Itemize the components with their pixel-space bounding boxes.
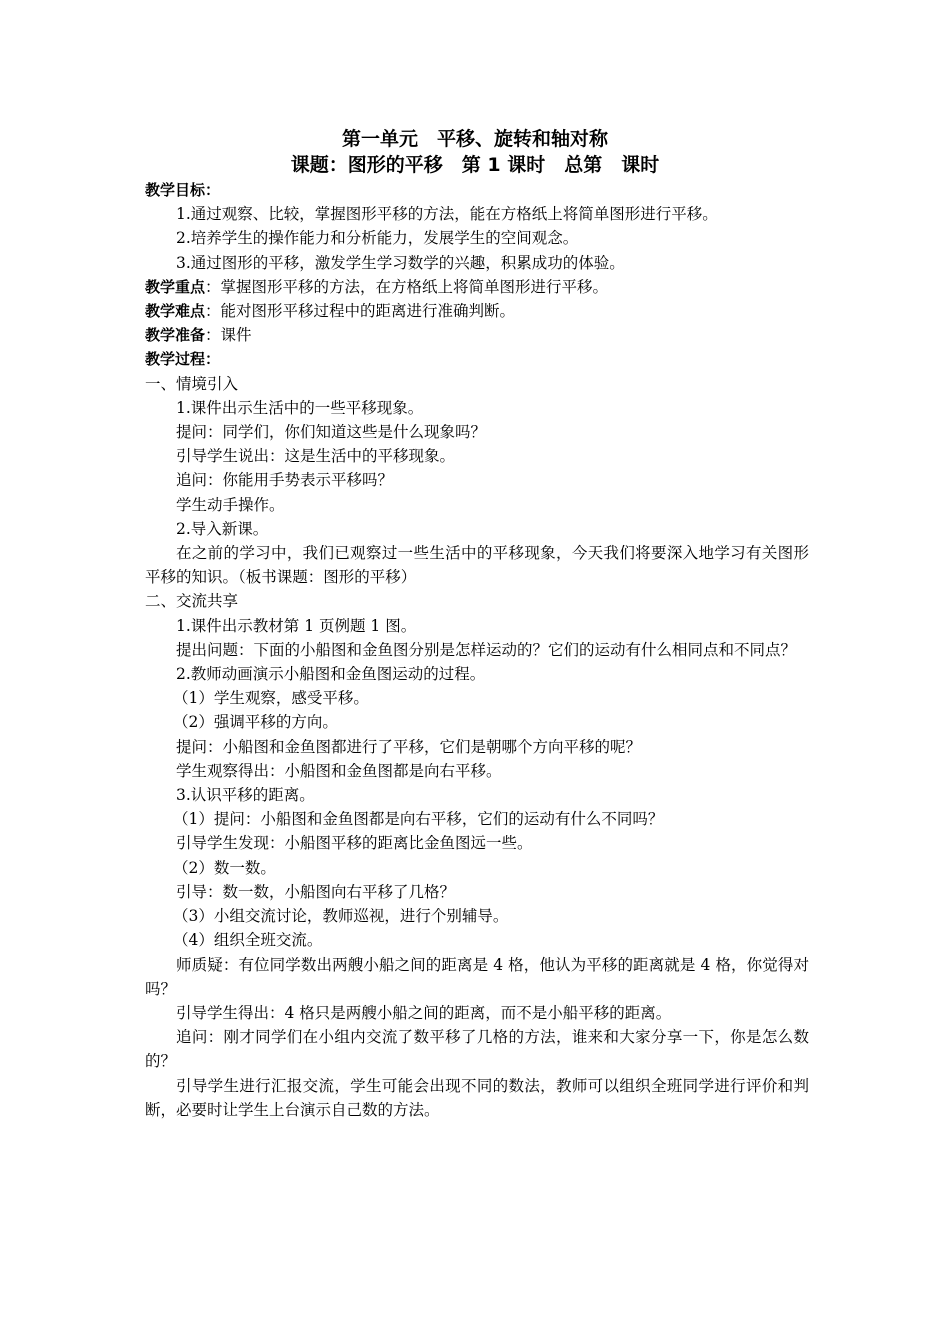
section-2-line: 引导学生得出：4 格只是两艘小船之间的距离，而不是小船平移的距离。 xyxy=(176,1003,672,1022)
section-2-line: 2.教师动画演示小船图和金鱼图运动的过程。 xyxy=(176,665,486,684)
key-point-text: ：掌握图形平移的方法，在方格纸上将简单图形进行平移。 xyxy=(205,277,609,296)
objective-item-3: 3.通过图形的平移，激发学生学习数学的兴趣，积累成功的体验。 xyxy=(176,253,625,272)
section-1-line: 提问：同学们，你们知道这些是什么现象吗？ xyxy=(176,423,487,442)
section-2-line: 3.认识平移的距离。 xyxy=(176,786,315,805)
section-2-line: 学生观察得出：小船图和金鱼图都是向右平移。 xyxy=(176,761,502,780)
key-point xyxy=(145,275,809,299)
lesson-title: 课题：图形的平移 第 1 课时 总第 课时 xyxy=(290,154,660,176)
preparation-label: 教学准备 xyxy=(145,326,206,345)
section-2-line: （1）提问：小船图和金鱼图都是向右平移，它们的运动有什么不同吗？ xyxy=(173,810,664,829)
section-2-line: （4）组织全班交流。 xyxy=(173,931,323,950)
section-2-paragraph: 追问：刚才同学们在小组内交流了数平移了几格的方法，谁来和大家分享一下，你是怎么数的？ xyxy=(145,1028,809,1071)
section-2-line: （2）强调平移的方向。 xyxy=(173,713,338,732)
section-2-line: （3）小组交流讨论，教师巡视，进行个别辅导。 xyxy=(173,907,509,926)
objectives-heading: 教学目标： xyxy=(145,181,221,199)
section-1-line: 学生动手操作。 xyxy=(176,495,285,514)
key-point-label: 教学重点 xyxy=(145,277,206,296)
section-1-line: 追问：你能用手势表示平移吗？ xyxy=(176,471,394,490)
section-2-paragraph: 师质疑：有位同学数出两艘小船之间的距离是 4 格，他认为平移的距离就是 4 格，你觉得对吗？ xyxy=(145,955,809,998)
lesson-body xyxy=(145,178,809,1122)
difficulty-text: ：能对图形平移过程中的距离进行准确判断。 xyxy=(205,302,516,321)
objective-item-2: 2.培养学生的操作能力和分析能力，发展学生的空间观念。 xyxy=(176,229,579,248)
section-2-title: 二、交流共享 xyxy=(145,592,239,611)
section-2-line: 引导：数一数，小船图向右平移了几格？ xyxy=(176,882,456,901)
section-1-title: 一、情境引入 xyxy=(145,374,239,393)
objective-item-1: 1.通过观察、比较，掌握图形平移的方法，能在方格纸上将简单图形进行平移。 xyxy=(176,205,718,224)
section-1-paragraph: 在之前的学习中，我们已观察过一些生活中的平移现象，今天我们将要深入地学习有关图形平移的知识。（板书课题：图形的平移） xyxy=(145,544,809,587)
section-1-line: 1.课件出示生活中的一些平移现象。 xyxy=(176,398,424,417)
unit-title: 第一单元 平移、旋转和轴对称 xyxy=(341,128,608,150)
section-2-line: 引导学生发现：小船图平移的距离比金鱼图远一些。 xyxy=(176,834,533,853)
difficulty-label: 教学难点 xyxy=(145,302,206,321)
difficulty xyxy=(145,299,809,323)
section-2-paragraph: 引导学生进行汇报交流，学生可能会出现不同的数法，教师可以组织全班同学进行评价和判断，必要时让学生上台演示自己数的方法。 xyxy=(145,1076,809,1119)
section-2-line: （1）学生观察，感受平移。 xyxy=(173,689,369,708)
preparation xyxy=(145,323,809,347)
section-2-paragraph: 提出问题：下面的小船图和金鱼图分别是怎样运动的？它们的运动有什么相同点和不同点？ xyxy=(176,640,797,659)
process-heading: 教学过程： xyxy=(145,350,221,369)
section-1-line: 引导学生说出：这是生活中的平移现象。 xyxy=(176,447,456,466)
section-1-line: 2.导入新课。 xyxy=(176,519,269,538)
section-2-line: 提问：小船图和金鱼图都进行了平移，它们是朝哪个方向平移的呢？ xyxy=(176,737,642,756)
preparation-text: ：课件 xyxy=(205,326,252,345)
section-2-line: （2）数一数。 xyxy=(173,858,276,877)
section-2-line: 1.课件出示教材第 1 页例题 1 图。 xyxy=(176,616,417,635)
